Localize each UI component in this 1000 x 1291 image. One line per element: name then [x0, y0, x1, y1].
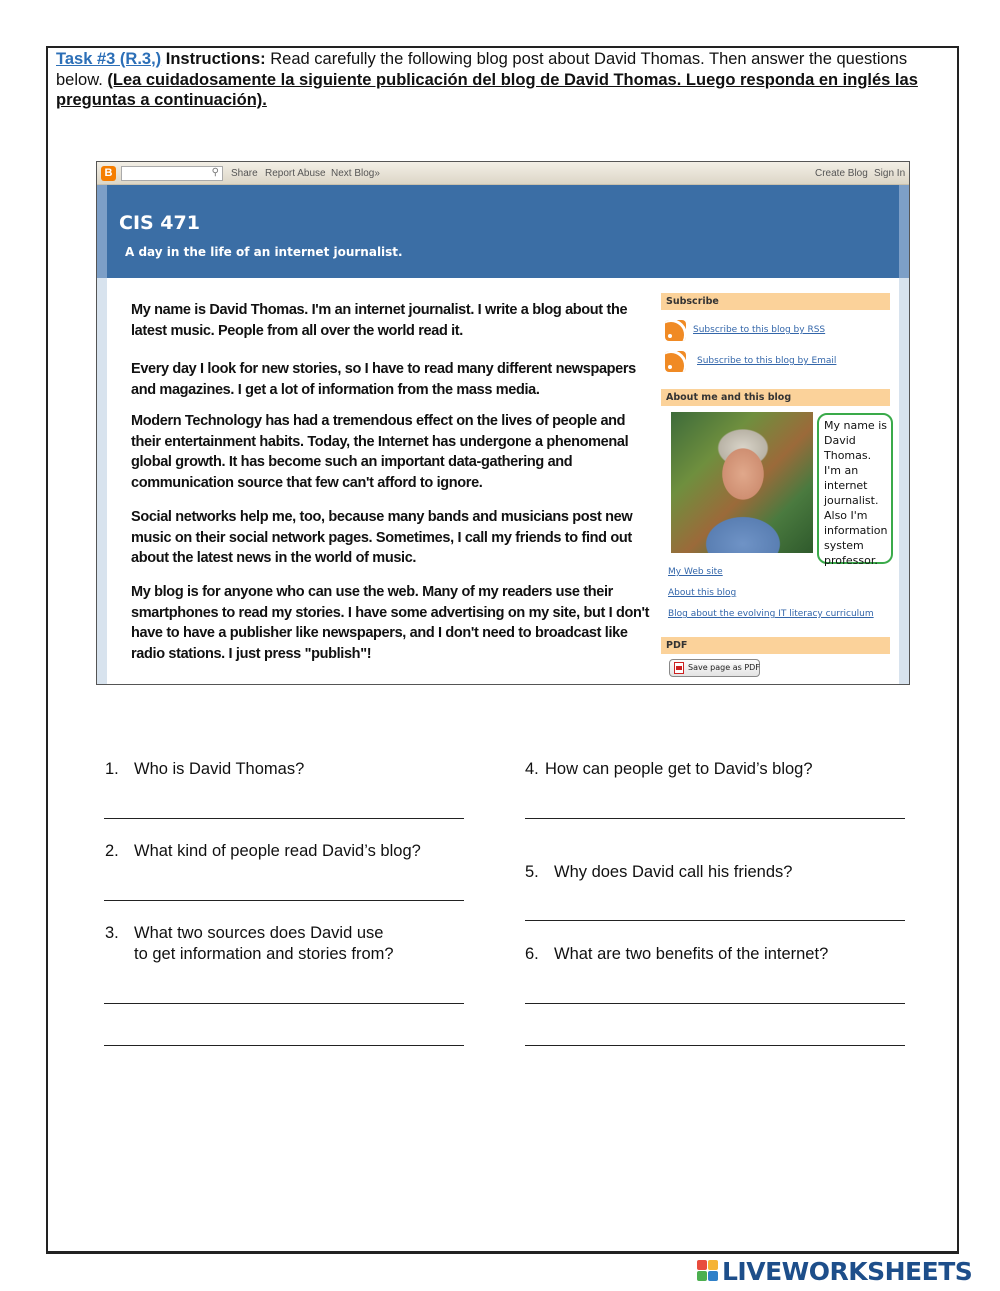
answer-line-6b[interactable] — [525, 1045, 905, 1046]
blog-title[interactable]: CIS 471 — [119, 212, 200, 234]
liveworksheets-logo — [697, 1257, 993, 1285]
subscribe-email-row[interactable] — [665, 351, 890, 373]
blogger-navbar — [97, 162, 909, 185]
logo-blocks-icon — [697, 1260, 719, 1282]
search-icon[interactable]: ⚲ — [211, 167, 219, 178]
subscribe-email-link[interactable]: Subscribe to this blog by Email — [697, 356, 837, 366]
instructions-text-es: (Lea cuidadosamente la siguiente publicación del blog de David Thomas. Luego responda en inglés las preguntas a continuación). — [56, 70, 918, 109]
blogger-logo-icon[interactable]: B — [101, 166, 116, 181]
question-text: Why does David call his friends? — [554, 863, 793, 881]
share-link[interactable]: Share — [231, 168, 258, 179]
answer-line-2[interactable] — [104, 900, 464, 901]
answer-line-1[interactable] — [104, 818, 464, 819]
post-paragraph-5: My blog is for anyone who can use the web. Many of my readers use their smartphones to read my stories. I have some advertising on my site, but I don't have to have a publisher like newspapers, and I don't need to broadcast like radio stations. I just press "publish"! — [131, 584, 650, 662]
about-heading: About me and this blog — [661, 389, 890, 406]
next-blog-link[interactable]: Next Blog» — [331, 168, 380, 179]
instructions — [56, 49, 936, 111]
subscribe-heading: Subscribe — [661, 293, 890, 310]
instructions-text-en: Read carefully the following blog post about David Thomas. Then answer the questions below. — [56, 50, 908, 89]
it-literacy-blog-link[interactable]: Blog about the evolving IT literacy curriculum — [668, 609, 874, 619]
post-paragraph-2: Every day I look for new stories, so I have to read many different newspapers and magazines. I get a lot of information from the mass media. — [131, 361, 636, 398]
answer-line-5[interactable] — [525, 920, 905, 921]
about-this-blog-link[interactable]: About this blog — [668, 588, 737, 598]
blog-header — [97, 185, 909, 278]
post-paragraph-3: Modern Technology has had a tremendous effect on the lives of people and their entertainment habits. Today, the Internet has undergone a phenomenal global growth. It has become such an important data-gathering and communication source that few can't afford to ignore. — [131, 413, 629, 491]
post-paragraph-4: Social networks help me, too, because many bands and musicians post new music on their social network pages. Sometimes, I call my friends to find out about the latest news in the world of music. — [131, 509, 633, 566]
post-paragraph-1: My name is David Thomas. I'm an internet journalist. I write a blog about the latest music. People from all over the world read it. — [131, 302, 628, 339]
question-number: 1. — [105, 760, 119, 778]
blog-screenshot — [96, 161, 910, 685]
instructions-label: Instructions: — [165, 50, 266, 68]
answer-line-3b[interactable] — [104, 1045, 464, 1046]
answer-line-4[interactable] — [525, 818, 905, 819]
question-number: 4. — [525, 760, 539, 778]
rss-icon[interactable] — [665, 351, 686, 372]
subscribe-rss-link[interactable]: Subscribe to this blog by RSS — [693, 325, 826, 335]
question-text-line-1: What two sources does David use — [134, 924, 384, 942]
answer-line-3a[interactable] — [104, 1003, 464, 1004]
question-number: 2. — [105, 842, 119, 860]
pdf-icon — [674, 662, 684, 674]
question-number: 6. — [525, 945, 539, 963]
question-number: 3. — [105, 924, 119, 942]
save-page-as-pdf-label: Save page as PDF — [688, 663, 760, 672]
david-thomas-photo — [671, 412, 813, 553]
answer-line-6a[interactable] — [525, 1003, 905, 1004]
save-page-as-pdf-button[interactable] — [669, 659, 760, 677]
create-blog-link[interactable]: Create Blog — [815, 168, 868, 179]
task-link[interactable]: Task #3 (R.3,) — [56, 50, 162, 68]
report-abuse-link[interactable]: Report Abuse — [265, 168, 326, 179]
question-text-line-2: to get information and stories from? — [134, 944, 394, 963]
pdf-heading: PDF — [661, 637, 890, 654]
blog-description: A day in the life of an internet journalist. — [125, 245, 403, 259]
question-text: What kind of people read David’s blog? — [134, 842, 421, 860]
question-text: What are two benefits of the internet? — [554, 945, 829, 963]
sign-in-link[interactable]: Sign In — [874, 168, 906, 179]
question-number: 5. — [525, 863, 539, 881]
my-web-site-link[interactable]: My Web site — [668, 567, 723, 577]
navbar-search-input[interactable] — [121, 166, 223, 181]
subscribe-rss-row[interactable] — [665, 320, 890, 342]
question-text: Who is David Thomas? — [134, 760, 305, 778]
rss-icon[interactable] — [665, 320, 686, 341]
logo-text: LIVEWORKSHEETS — [722, 1257, 973, 1286]
question-text: How can people get to David’s blog? — [545, 760, 813, 778]
about-speech-bubble: My name is David Thomas. I'm an internet journalist. Also I'm information system professor. — [817, 413, 893, 564]
